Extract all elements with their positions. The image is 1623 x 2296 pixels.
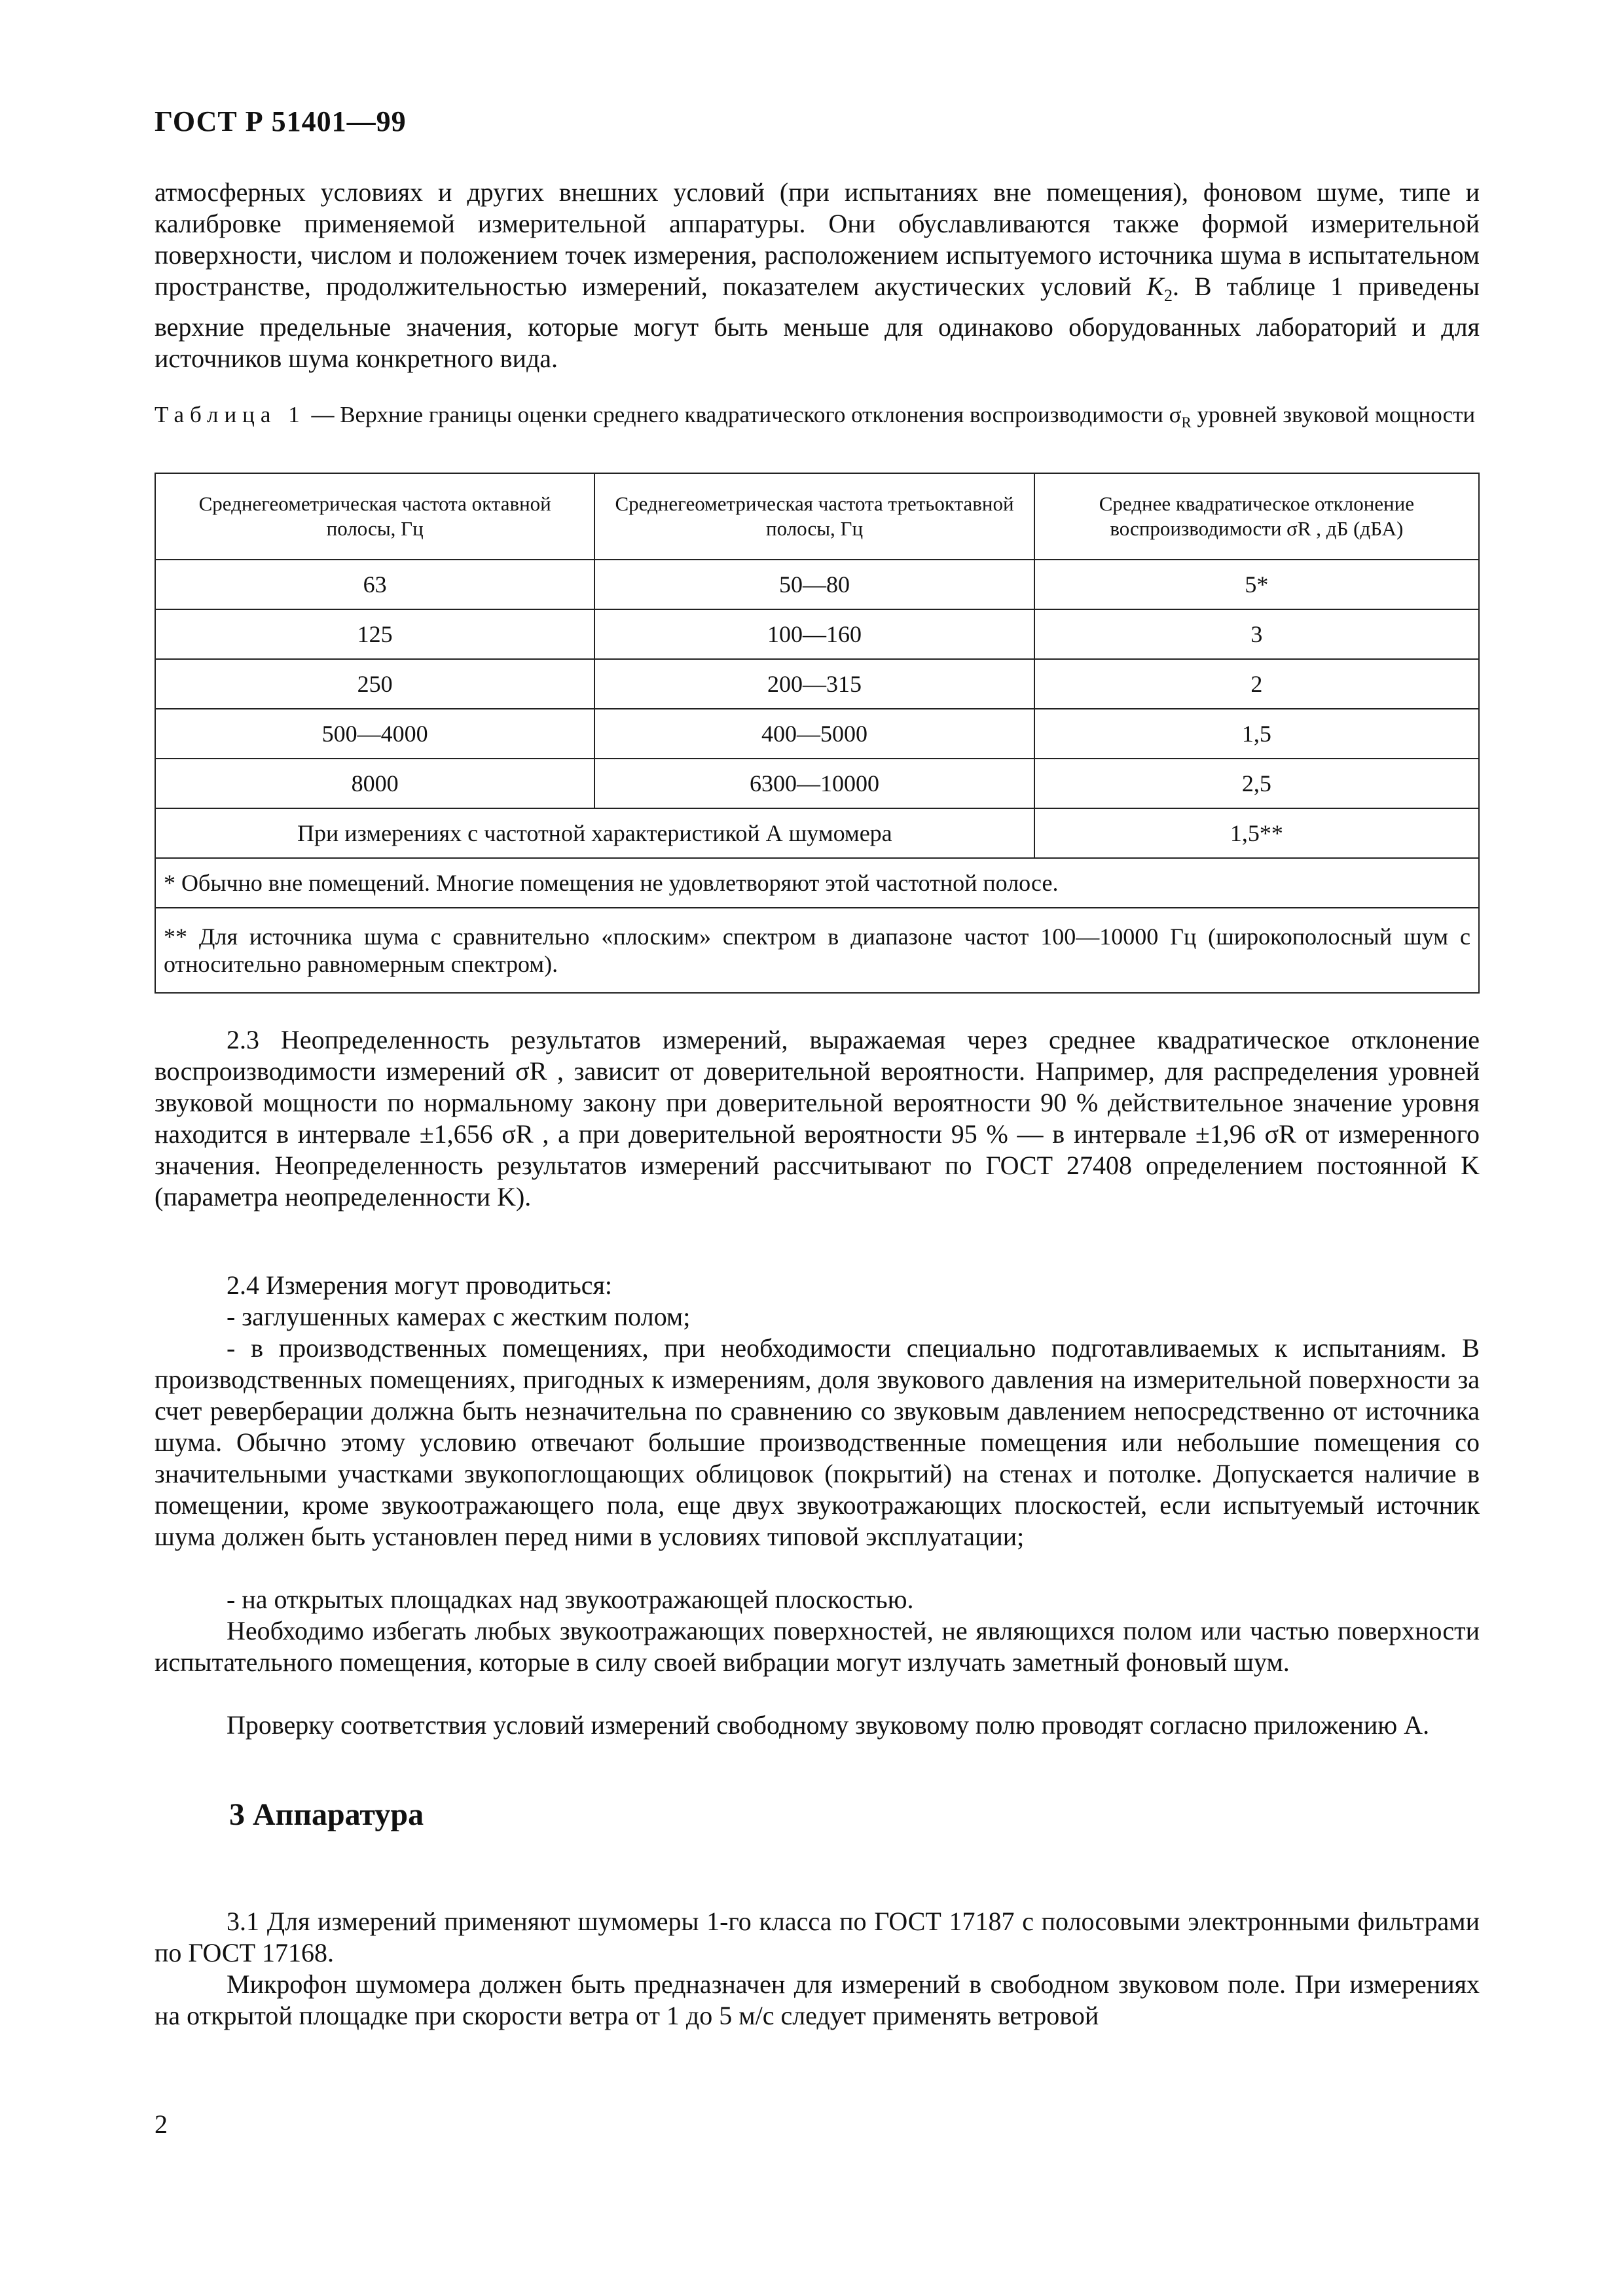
clause-2-4-title: 2.4 Измерения могут проводиться: [227,1270,612,1300]
clause-2-3: 2.3 Неопределенность результатов измерений, выражаемая через среднее квадратическое отклонение воспроизводимости измерений σR , зависит от доверительной вероятности. Например, для распределения уровней звуковой мощности по нормальному закону при доверительной вероятности 90 % действительное значение уровня находится в интервале ±1,656 σR , а при доверительной вероятности 95 % — в интервале ±1,96 σR от измеренного значения. Неопределенность результатов измерений рассчитывают по ГОСТ 27408 определением постоянной K (параметра неопределенности K). [155,1025,1480,1211]
table-row [155,609,1479,659]
clause-2-4-item-3: - на открытых площадках над звукоотражающей плоскостью. [227,1585,914,1614]
section-title-apparatus: 3 Аппаратура [229,1797,424,1832]
table-header-row [155,473,1479,560]
table-cell: 2 [1034,659,1479,709]
table-cell: 500—4000 [155,709,594,759]
table-cell: 200—315 [594,659,1034,709]
table-cell: 400—5000 [594,709,1034,759]
table-note-1-text: * Обычно вне помещений. Многие помещения не удовлетворяют этой частотной полосе. [155,858,1479,908]
intro-text-2: . В таблице 1 приведены верхние предельные значения, которые могут быть меньше для одинаково оборудованных лабораторий и для источников шума конкретного вида. [155,272,1480,373]
table-1 [155,473,1480,994]
column-header-third-octave: Среднегеометрическая частота третьоктавной полосы, Гц [594,473,1034,560]
table-cell: 250 [155,659,594,709]
table-cell: 5* [1034,560,1479,609]
table-caption-sub: R [1181,414,1192,431]
table-note-2-text: ** Для источника шума с сравнительно «плоским» спектром в диапазоне частот 100—10000 Гц (широкополосный шум с относительно равномерным спектром). [155,908,1479,993]
table-cell: 100—160 [594,609,1034,659]
table-row-a-weighting [155,808,1479,858]
column-header-octave: Среднегеометрическая частота октавной полосы, Гц [155,473,594,560]
page-number: 2 [155,2109,168,2139]
clause-2-4-item-2: - в производственных помещениях, при необходимости специально подготавливаемых к испытаниям. В производственных помещениях, пригодных к измерениям, доля звукового давления на измерительной поверхности за счет реверберации должна быть незначительна по сравнению со звуковым давлением непосредственно от источника шума. Обычно этому условию отвечают большие производственные помещения или небольшие помещения со значительными участками звукопоглощающих облицовок (покрытий) на стенах и потолке. Допускается наличие в помещении, кроме звукоотражающего пола, еще двух звукоотражающих плоскостей, если испытуемый источник шума должен быть установлен перед ними в условиях типовой эксплуатации; [155,1333,1480,1551]
table-cell: 63 [155,560,594,609]
table-row [155,709,1479,759]
table-cell: 125 [155,609,594,659]
table-row [155,759,1479,808]
table-caption [155,401,1480,437]
a-weighting-value: 1,5** [1034,808,1479,858]
table-cell: 1,5 [1034,709,1479,759]
k-subscript: 2 [1163,286,1173,305]
table-cell: 2,5 [1034,759,1479,808]
a-weighting-label: При измерениях с частотной характеристикой А шумомера [155,808,1034,858]
table-note-2 [155,908,1479,993]
table-cell: 50—80 [594,560,1034,609]
table-row [155,659,1479,709]
clause-3-1: 3.1 Для измерений применяют шумомеры 1-го класса по ГОСТ 17187 с полосовыми электронными фильтрами по ГОСТ 17168. [155,1907,1480,1967]
paragraph-avoid-surfaces: Необходимо избегать любых звукоотражающих поверхностей, не являющихся полом или частью поверхности испытательного помещения, которые в силу своей вибрации могут излучать заметный фоновый шум. [155,1616,1480,1677]
column-header-deviation: Среднее квадратическое отклонение воспроизводимости σR , дБ (дБА) [1034,473,1479,560]
paragraph-microphone: Микрофон шумомера должен быть предназначен для измерений в свободном звуковом поле. При измерениях на открытой площадке при скорости ветра от 1 до 5 м/с следует применять ветровой [155,1969,1480,2030]
clause-2-4-item-1: - заглушенных камерах с жестким полом; [227,1302,691,1331]
table-note-1 [155,858,1479,908]
table-caption-lead: Таблица 1 [155,402,306,427]
table-cell: 3 [1034,609,1479,659]
table-cell: 8000 [155,759,594,808]
document-header: ГОСТ Р 51401—99 [155,105,407,137]
table-caption-text: — Верхние границы оценки среднего квадратического отклонения воспроизводимости σ [305,402,1182,427]
paragraph-free-field-check: Проверку соответствия условий измерений свободному звуковому полю проводят согласно приложению А. [227,1710,1430,1740]
intro-text-1: атмосферных условиях и других внешних условий (при испытаниях вне помещения), фоновом шуме, типе и калибровке применяемой измерительной аппаратуры. Они обуславливаются также формой измерительной поверхности, числом и положением точек измерения, расположением испытуемого источника шума в испытательном пространстве, продолжительностью измерений, показателем акустических условий [155,177,1480,301]
intro-paragraph [155,177,1480,374]
table-caption-tail: уровней звуковой мощности [1191,402,1476,427]
k-symbol: K [1146,272,1164,301]
table-row [155,560,1479,609]
table-cell: 6300—10000 [594,759,1034,808]
